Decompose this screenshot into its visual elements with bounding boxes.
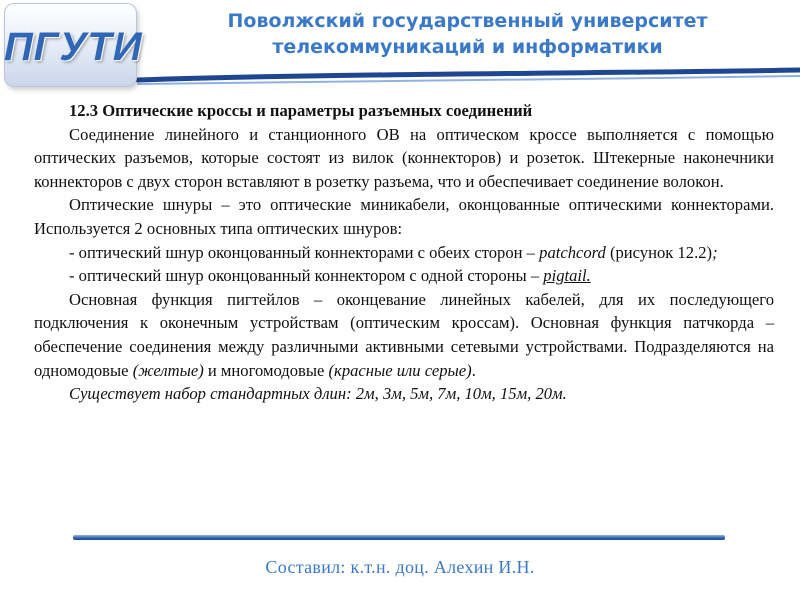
paragraph-functions: [34, 288, 774, 382]
patchcord-end: ;: [712, 242, 718, 262]
logo-text: ПГУТИ: [4, 25, 143, 69]
list-item-pigtail: [34, 264, 774, 288]
pigtail-text: - оптический шнур оконцованный коннектором с одной стороны –: [69, 266, 544, 286]
university-title: [160, 8, 775, 60]
section-heading: 12.3 Оптические кроссы и параметры разъемных соединений: [69, 101, 533, 120]
paragraph-connectors: Соединение линейного и станционного ОВ на оптическом кроссе выполняется с помощью оптических разъемов, которые состоят из вилок (коннекторов) и розеток. Штекерные наконечники коннекторов с двух сторон вставляют в розетку разъема, что и обеспечивает соединение волокон.: [34, 124, 774, 191]
patchcord-tail: (рисунок 12.2): [605, 242, 713, 262]
pigtail-term: pigtail.: [543, 266, 591, 286]
functions-text-b: и многомодовые: [203, 360, 329, 380]
title-line-1: Поволжский государственный университет: [227, 10, 708, 32]
functions-text-a: Основная функция пигтейлов – оконцевание линейных кабелей, для их последующего подключения к оконечным устройствам (оптическим кроссам). Основная функция патчкорда – обеспечение соединения между различными активными сетевыми устройствами. Подразделяются на одномодовые: [34, 289, 774, 380]
footer-divider: [73, 535, 725, 540]
paragraph-cords: Оптические шнуры – это оптические миникабели, оконцованные оптическими коннекторами. Используется 2 основных типа оптических шнуров:: [34, 195, 774, 238]
patchcord-text: - оптический шнур оконцованный коннекторами с обеих сторон –: [69, 242, 540, 262]
functions-text-c: .: [471, 360, 476, 380]
patchcord-term: patchcord: [539, 242, 606, 262]
multimode-color: (красные или серые): [328, 360, 472, 380]
university-logo: [4, 3, 143, 87]
singlemode-color: (желтые): [132, 360, 204, 380]
title-line-2: телекоммуникаций и информатики: [272, 36, 663, 58]
list-item-patchcord: [34, 241, 774, 265]
standard-lengths: Существует набор стандартных длин: 2м, 3м, 5м, 7м, 10м, 15м, 20м.: [69, 384, 567, 404]
footer-author: Составил: к.т.н. доц. Алехин И.Н.: [265, 557, 535, 577]
paragraph-lengths: [34, 382, 774, 406]
slide-content: [34, 99, 774, 406]
